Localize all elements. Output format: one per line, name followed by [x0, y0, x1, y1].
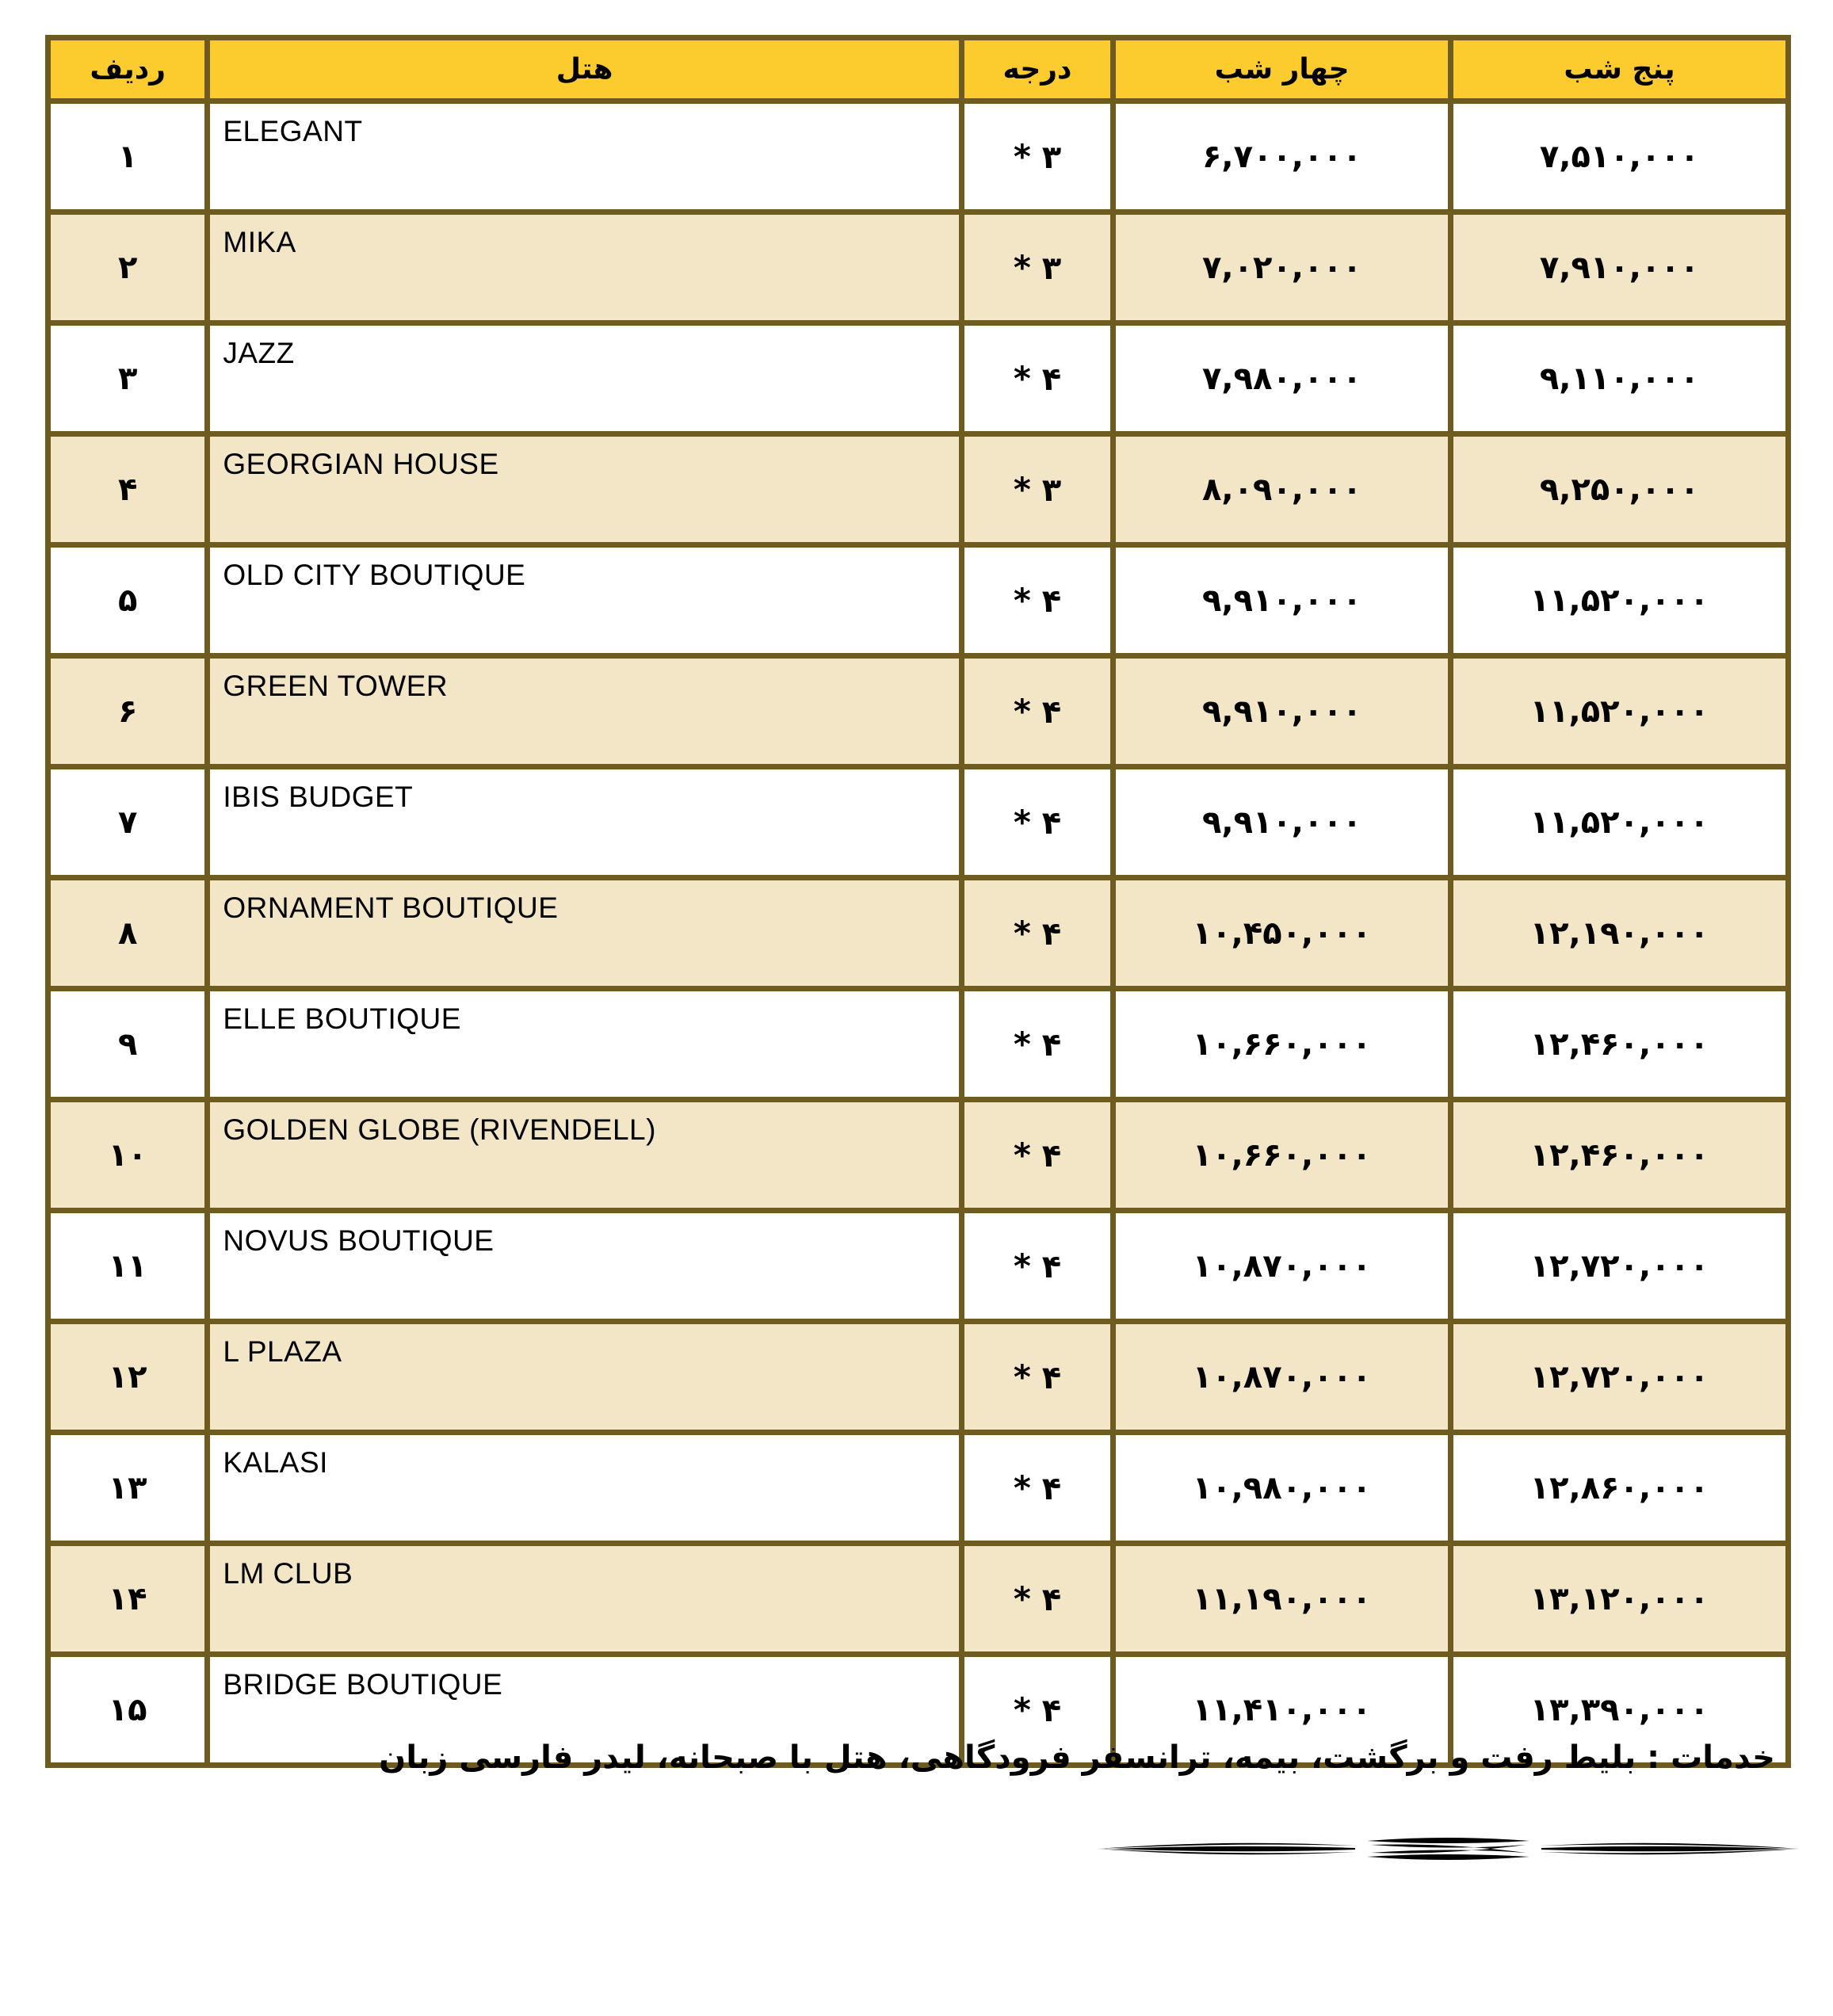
hotel-name-cell: GREEN TOWER: [208, 656, 961, 767]
table-row: [48, 434, 1789, 545]
five-nights-price-cell: ۱۲,۴۶۰,۰۰۰: [1451, 1100, 1789, 1211]
grade-value: ۴: [1041, 1360, 1062, 1396]
row-number-cell: ۳: [48, 323, 208, 434]
hotel-name-cell: ELEGANT: [208, 101, 961, 212]
star-icon: *: [1013, 1247, 1031, 1285]
four-nights-price-cell: ۱۰,۸۷۰,۰۰۰: [1113, 1322, 1451, 1433]
table-row: [48, 767, 1789, 878]
four-nights-price-cell: ۱۱,۱۹۰,۰۰۰: [1113, 1544, 1451, 1655]
table-row: [48, 1322, 1789, 1433]
star-icon: *: [1013, 1025, 1031, 1063]
hotel-name-cell: JAZZ: [208, 323, 961, 434]
table-row: [48, 1211, 1789, 1322]
grade-value: ۳: [1041, 139, 1062, 176]
grade-value: ۴: [1041, 694, 1062, 731]
five-nights-price-cell: ۹,۲۵۰,۰۰۰: [1451, 434, 1789, 545]
grade-cell: [961, 323, 1113, 434]
grade-value: ۴: [1041, 916, 1062, 953]
five-nights-price-cell: ۹,۱۱۰,۰۰۰: [1451, 323, 1789, 434]
star-icon: *: [1013, 581, 1031, 620]
hotel-name-cell: OLD CITY BOUTIQUE: [208, 545, 961, 656]
row-number-cell: ۱: [48, 101, 208, 212]
row-number-cell: ۱۵: [48, 1655, 208, 1766]
four-nights-price-cell: ۱۱,۴۱۰,۰۰۰: [1113, 1655, 1451, 1766]
five-nights-price-cell: ۷,۵۱۰,۰۰۰: [1451, 101, 1789, 212]
four-nights-price-cell: ۶,۷۰۰,۰۰۰: [1113, 101, 1451, 212]
row-number-cell: ۱۴: [48, 1544, 208, 1655]
grade-value: ۴: [1041, 805, 1062, 842]
four-nights-price-cell: ۷,۰۲۰,۰۰۰: [1113, 212, 1451, 323]
grade-cell: [961, 1211, 1113, 1322]
four-nights-price-cell: ۱۰,۶۶۰,۰۰۰: [1113, 1100, 1451, 1211]
grade-cell: [961, 656, 1113, 767]
grade-value: ۴: [1041, 1027, 1062, 1063]
four-nights-price-cell: ۱۰,۶۶۰,۰۰۰: [1113, 989, 1451, 1100]
star-icon: *: [1013, 1468, 1031, 1507]
grade-value: ۴: [1041, 1582, 1062, 1618]
row-number-cell: ۱۱: [48, 1211, 208, 1322]
header-hotel: هتل: [208, 38, 961, 101]
five-nights-price-cell: ۱۳,۳۹۰,۰۰۰: [1451, 1655, 1789, 1766]
price-table: [45, 35, 1791, 1768]
hotel-name-cell: KALASI: [208, 1433, 961, 1544]
hotel-name-cell: NOVUS BOUTIQUE: [208, 1211, 961, 1322]
table-row: [48, 1100, 1789, 1211]
five-nights-price-cell: ۱۱,۵۲۰,۰۰۰: [1451, 767, 1789, 878]
grade-cell: [961, 545, 1113, 656]
hotel-name-cell: LM CLUB: [208, 1544, 961, 1655]
table-row: [48, 1544, 1789, 1655]
grade-cell: [961, 767, 1113, 878]
row-number-cell: ۱۲: [48, 1322, 208, 1433]
star-icon: *: [1013, 1357, 1031, 1396]
five-nights-price-cell: ۷,۹۱۰,۰۰۰: [1451, 212, 1789, 323]
row-number-cell: ۶: [48, 656, 208, 767]
grade-cell: [961, 101, 1113, 212]
grade-value: ۳: [1041, 250, 1062, 287]
hotel-name-cell: L PLAZA: [208, 1322, 961, 1433]
table-row: [48, 212, 1789, 323]
row-number-cell: ۲: [48, 212, 208, 323]
table-row: [48, 878, 1789, 989]
star-icon: *: [1013, 137, 1031, 176]
header-row-number: ردیف: [48, 38, 208, 101]
table-row: [48, 1433, 1789, 1544]
four-nights-price-cell: ۱۰,۹۸۰,۰۰۰: [1113, 1433, 1451, 1544]
grade-value: ۴: [1041, 583, 1062, 620]
table-row: [48, 989, 1789, 1100]
row-number-cell: ۱۰: [48, 1100, 208, 1211]
star-icon: *: [1013, 1690, 1031, 1729]
row-number-cell: ۷: [48, 767, 208, 878]
four-nights-price-cell: ۹,۹۱۰,۰۰۰: [1113, 656, 1451, 767]
grade-cell: [961, 1100, 1113, 1211]
star-icon: *: [1013, 1136, 1031, 1174]
hotel-name-cell: BRIDGE BOUTIQUE: [208, 1655, 961, 1766]
star-icon: *: [1013, 1579, 1031, 1618]
hotel-name-cell: ORNAMENT BOUTIQUE: [208, 878, 961, 989]
grade-cell: [961, 1544, 1113, 1655]
star-icon: *: [1013, 914, 1031, 953]
table-header: [48, 38, 1789, 101]
star-icon: *: [1013, 359, 1031, 398]
table-row: [48, 656, 1789, 767]
star-icon: *: [1013, 470, 1031, 509]
star-icon: *: [1013, 803, 1031, 842]
star-icon: *: [1013, 248, 1031, 287]
ornamental-divider-icon: [1098, 1835, 1799, 1863]
table-body: [48, 101, 1789, 1766]
grade-cell: [961, 989, 1113, 1100]
row-number-cell: ۸: [48, 878, 208, 989]
grade-cell: [961, 434, 1113, 545]
row-number-cell: ۵: [48, 545, 208, 656]
four-nights-price-cell: ۱۰,۸۷۰,۰۰۰: [1113, 1211, 1451, 1322]
five-nights-price-cell: ۱۱,۵۲۰,۰۰۰: [1451, 545, 1789, 656]
four-nights-price-cell: ۷,۹۸۰,۰۰۰: [1113, 323, 1451, 434]
hotel-name-cell: IBIS BUDGET: [208, 767, 961, 878]
grade-value: ۴: [1041, 361, 1062, 398]
hotel-name-cell: ELLE BOUTIQUE: [208, 989, 961, 1100]
grade-value: ۳: [1041, 472, 1062, 509]
grade-cell: [961, 878, 1113, 989]
table-row: [48, 545, 1789, 656]
four-nights-price-cell: ۹,۹۱۰,۰۰۰: [1113, 545, 1451, 656]
header-four-nights: چهار شب: [1113, 38, 1451, 101]
row-number-cell: ۱۳: [48, 1433, 208, 1544]
grade-value: ۴: [1041, 1249, 1062, 1285]
four-nights-price-cell: ۱۰,۴۵۰,۰۰۰: [1113, 878, 1451, 989]
four-nights-price-cell: ۸,۰۹۰,۰۰۰: [1113, 434, 1451, 545]
grade-value: ۴: [1041, 1138, 1062, 1174]
header-five-nights: پنج شب: [1451, 38, 1789, 101]
five-nights-price-cell: ۱۲,۷۲۰,۰۰۰: [1451, 1211, 1789, 1322]
row-number-cell: ۹: [48, 989, 208, 1100]
grade-value: ۴: [1041, 1693, 1062, 1729]
hotel-name-cell: MIKA: [208, 212, 961, 323]
five-nights-price-cell: ۱۲,۴۶۰,۰۰۰: [1451, 989, 1789, 1100]
services-text: خدمات : بلیط رفت و برگشت، بیمه، ترانسفر فرودگاهی، هتل با صبحانه، لیدر فارسی زبان: [379, 1739, 1775, 1776]
header-grade: درجه: [961, 38, 1113, 101]
hotel-name-cell: GOLDEN GLOBE (RIVENDELL): [208, 1100, 961, 1211]
table-row: [48, 323, 1789, 434]
row-number-cell: ۴: [48, 434, 208, 545]
grade-cell: [961, 1322, 1113, 1433]
star-icon: *: [1013, 692, 1031, 731]
five-nights-price-cell: ۱۲,۱۹۰,۰۰۰: [1451, 878, 1789, 989]
table-row: [48, 101, 1789, 212]
four-nights-price-cell: ۹,۹۱۰,۰۰۰: [1113, 767, 1451, 878]
grade-value: ۴: [1041, 1471, 1062, 1507]
grade-cell: [961, 1433, 1113, 1544]
grade-cell: [961, 212, 1113, 323]
five-nights-price-cell: ۱۳,۱۲۰,۰۰۰: [1451, 1544, 1789, 1655]
header-row: [48, 38, 1789, 101]
five-nights-price-cell: ۱۲,۷۲۰,۰۰۰: [1451, 1322, 1789, 1433]
hotel-name-cell: GEORGIAN HOUSE: [208, 434, 961, 545]
five-nights-price-cell: ۱۱,۵۲۰,۰۰۰: [1451, 656, 1789, 767]
five-nights-price-cell: ۱۲,۸۶۰,۰۰۰: [1451, 1433, 1789, 1544]
